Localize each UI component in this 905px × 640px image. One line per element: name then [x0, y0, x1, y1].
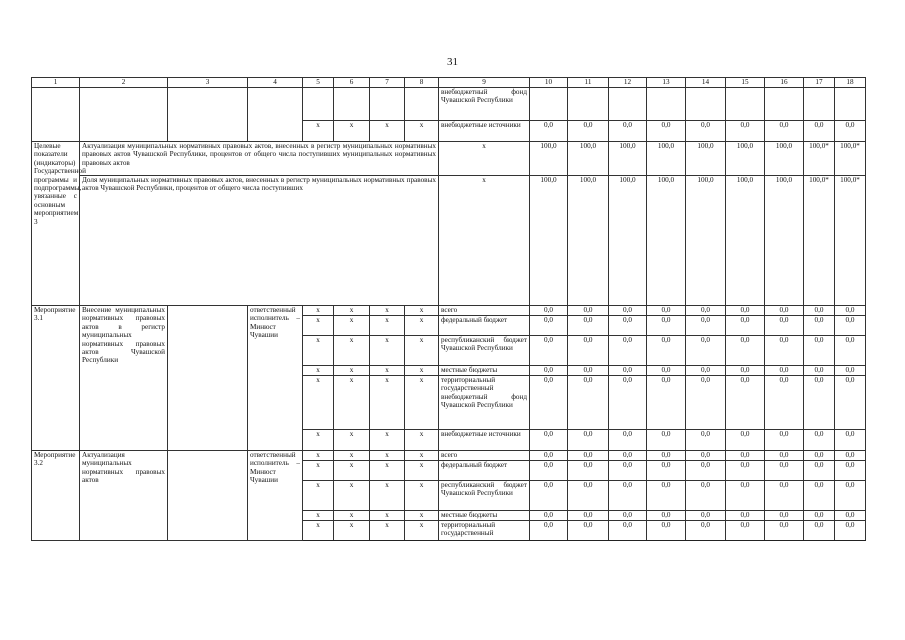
value-cell: 0,0	[530, 316, 568, 336]
col-header: 12	[609, 78, 647, 88]
indicator-1: Актуализация муниципальных нормативных правовых актов, внесенных в регистр муниципальных нормативных правовых актов Чувашской Республики, процентов от общего числа поступивших муниципальных нормативных правовых актов	[80, 142, 439, 176]
value-cell: 0,0	[804, 521, 835, 541]
value-cell: 0,0	[726, 521, 765, 541]
mark-cell: x	[334, 451, 370, 461]
value-cell: 100,0	[530, 142, 568, 176]
value-cell: 0,0	[609, 306, 647, 316]
value-cell: 0,0	[609, 451, 647, 461]
value-cell: 0,0	[726, 121, 765, 142]
col-header: 1	[32, 78, 80, 88]
value-cell: 0,0	[726, 376, 765, 430]
value-cell: 0,0	[530, 481, 568, 511]
value-cell: 0,0	[568, 430, 609, 451]
mark-cell: x	[405, 336, 439, 366]
value-cell: 0,0	[647, 481, 686, 511]
table-row	[32, 88, 866, 121]
value-cell: 0,0	[835, 336, 866, 366]
col-header: 6	[334, 78, 370, 88]
value-cell: 0,0	[568, 366, 609, 376]
mark-cell: x	[405, 461, 439, 481]
source-cell: местные бюджеты	[439, 366, 530, 376]
mark-cell: x	[370, 316, 405, 336]
mark-cell: x	[370, 306, 405, 316]
value-cell: 0,0	[530, 451, 568, 461]
value-cell: 0,0	[530, 376, 568, 430]
mark-cell: x	[334, 376, 370, 430]
targets-label: Целевые показатели (индикаторы) Государственной программы и подпрограммы, увязанные с основным мероприятием 3	[32, 142, 80, 306]
table-row	[32, 176, 866, 306]
value-cell: 0,0	[568, 121, 609, 142]
col-header: 4	[248, 78, 303, 88]
col-header: 17	[804, 78, 835, 88]
mark-cell: x	[334, 306, 370, 316]
value-cell: 100,0*	[804, 176, 835, 306]
value-cell: 100,0	[647, 142, 686, 176]
source-cell: внебюджетные источники	[439, 430, 530, 451]
cell	[647, 88, 686, 121]
mark-cell: x	[334, 461, 370, 481]
col-header: 18	[835, 78, 866, 88]
mark-cell: x	[370, 366, 405, 376]
value-cell: 0,0	[686, 521, 726, 541]
col-header: 14	[686, 78, 726, 88]
cell	[168, 88, 248, 142]
value-cell: 100,0	[686, 176, 726, 306]
cell	[609, 88, 647, 121]
value-cell: 0,0	[530, 461, 568, 481]
value-cell: 0,0	[609, 366, 647, 376]
cell	[835, 88, 866, 121]
value-cell: 0,0	[568, 306, 609, 316]
cell	[370, 88, 405, 121]
value-cell: 0,0	[835, 366, 866, 376]
value-cell: 0,0	[568, 451, 609, 461]
value-cell: 0,0	[686, 461, 726, 481]
value-cell: 0,0	[726, 481, 765, 511]
col-header: 13	[647, 78, 686, 88]
value-cell: 0,0	[835, 521, 866, 541]
indicator-2: Доля муниципальных нормативных правовых актов, внесенных в регистр муниципальных нормативных правовых актов Чувашской Республики, процентов от общего числа поступивших	[80, 176, 439, 306]
value-cell: 0,0	[804, 481, 835, 511]
page-number: 31	[447, 56, 458, 68]
value-cell: 0,0	[765, 521, 804, 541]
value-cell: 0,0	[726, 430, 765, 451]
value-cell: 0,0	[647, 521, 686, 541]
value-cell: 100,0	[647, 176, 686, 306]
value-cell: 0,0	[804, 316, 835, 336]
mark-cell: x	[405, 430, 439, 451]
mark-cell: x	[370, 521, 405, 541]
mark-cell: x	[303, 376, 334, 430]
value-cell: 0,0	[609, 521, 647, 541]
value-cell: 0,0	[804, 336, 835, 366]
mark-cell: x	[405, 316, 439, 336]
source-cell: внебюджетный фонд Чувашской Республики	[439, 88, 530, 121]
cell	[168, 451, 248, 541]
value-cell: 0,0	[609, 430, 647, 451]
source-cell: территориальный государственный внебюджетный фонд Чувашской Республики	[439, 376, 530, 430]
value-cell: 0,0	[686, 511, 726, 521]
value-cell: 0,0	[765, 451, 804, 461]
mark-cell: x	[405, 366, 439, 376]
value-cell: 0,0	[835, 376, 866, 430]
value-cell: 100,0	[726, 176, 765, 306]
value-cell: 0,0	[609, 376, 647, 430]
table-header	[32, 78, 866, 88]
col-header: 9	[439, 78, 530, 88]
value-cell: 0,0	[765, 376, 804, 430]
mark-cell: x	[303, 481, 334, 511]
mark-cell: x	[405, 481, 439, 511]
col-header: 15	[726, 78, 765, 88]
value-cell: 100,0	[686, 142, 726, 176]
value-cell: 0,0	[530, 511, 568, 521]
value-cell: 0,0	[568, 511, 609, 521]
cell	[686, 88, 726, 121]
value-cell: 0,0	[609, 511, 647, 521]
value-cell: 0,0	[647, 461, 686, 481]
value-cell: 100,0	[530, 176, 568, 306]
cell	[248, 88, 303, 142]
value-cell: 0,0	[647, 306, 686, 316]
value-cell: 0,0	[686, 306, 726, 316]
source-cell: федеральный бюджет	[439, 461, 530, 481]
value-cell: 0,0	[765, 316, 804, 336]
value-cell: 0,0	[804, 121, 835, 142]
value-cell: 0,0	[765, 121, 804, 142]
mark-cell: x	[370, 481, 405, 511]
value-cell: 100,0	[568, 142, 609, 176]
value-cell: 0,0	[726, 451, 765, 461]
mark-cell: x	[303, 336, 334, 366]
value-cell: 100,0	[765, 142, 804, 176]
cell	[303, 88, 334, 121]
value-cell: 0,0	[804, 376, 835, 430]
value-cell: 0,0	[609, 481, 647, 511]
mark-cell: x	[334, 481, 370, 511]
event-3-1-label: Мероприятие 3.1	[32, 306, 80, 451]
mark-cell: x	[303, 306, 334, 316]
col-header: 8	[405, 78, 439, 88]
source-cell: республиканский бюджет Чувашской Республики	[439, 336, 530, 366]
value-cell: 0,0	[609, 316, 647, 336]
value-cell: 0,0	[686, 481, 726, 511]
mark-cell: x	[334, 511, 370, 521]
value-cell: 0,0	[804, 306, 835, 316]
cell	[804, 88, 835, 121]
value-cell: 0,0	[647, 121, 686, 142]
value-cell: 0,0	[835, 511, 866, 521]
mark-cell: x	[370, 336, 405, 366]
value-cell: 0,0	[568, 481, 609, 511]
value-cell: 0,0	[686, 430, 726, 451]
value-cell: 0,0	[647, 376, 686, 430]
col-header: 7	[370, 78, 405, 88]
value-cell: 0,0	[726, 316, 765, 336]
value-cell: 0,0	[765, 461, 804, 481]
source-cell: территориальный государственный	[439, 521, 530, 541]
mark-cell: x	[303, 121, 334, 142]
value-cell: 0,0	[726, 511, 765, 521]
value-cell: 0,0	[568, 376, 609, 430]
value-cell: 0,0	[835, 121, 866, 142]
value-cell: 0,0	[835, 461, 866, 481]
mark-cell: x	[370, 461, 405, 481]
mark-cell: x	[334, 316, 370, 336]
event-3-2-responsible: ответственный исполнитель – Минюст Чувашии	[248, 451, 303, 541]
value-cell: 0,0	[765, 336, 804, 366]
value-cell: 0,0	[647, 451, 686, 461]
value-cell: 0,0	[530, 121, 568, 142]
cell	[568, 88, 609, 121]
mark-cell: x	[303, 521, 334, 541]
mark-cell: x	[303, 461, 334, 481]
table-row	[32, 451, 866, 461]
mark-cell: x	[303, 451, 334, 461]
mark-cell: x	[334, 121, 370, 142]
mark-cell: x	[370, 511, 405, 521]
event-3-1-responsible: ответственный исполнитель – Минюст Чувашии	[248, 306, 303, 451]
cell	[726, 88, 765, 121]
value-cell: 0,0	[765, 481, 804, 511]
source-cell: всего	[439, 306, 530, 316]
col-header: 2	[80, 78, 168, 88]
value-cell: 100,0	[609, 142, 647, 176]
table-row	[32, 142, 866, 176]
value-cell: 0,0	[686, 316, 726, 336]
value-cell: 0,0	[726, 366, 765, 376]
value-cell: 0,0	[568, 316, 609, 336]
value-cell: 0,0	[609, 461, 647, 481]
mark-cell: x	[303, 316, 334, 336]
mark-cell: x	[370, 430, 405, 451]
cell	[334, 88, 370, 121]
source-cell: всего	[439, 451, 530, 461]
value-cell: 0,0	[726, 336, 765, 366]
value-cell: 0,0	[609, 336, 647, 366]
mark-cell: x	[334, 366, 370, 376]
value-cell: 0,0	[726, 461, 765, 481]
mark-cell: x	[334, 336, 370, 366]
cell	[405, 88, 439, 121]
value-cell: 0,0	[686, 366, 726, 376]
value-cell: 0,0	[647, 511, 686, 521]
value-cell: 0,0	[568, 461, 609, 481]
mark-cell: x	[405, 306, 439, 316]
mark-cell: x	[405, 376, 439, 430]
value-cell: 0,0	[647, 366, 686, 376]
value-cell: 0,0	[765, 430, 804, 451]
value-cell: 0,0	[804, 366, 835, 376]
col-header: 11	[568, 78, 609, 88]
value-cell: 0,0	[530, 366, 568, 376]
mark-cell: x	[334, 521, 370, 541]
value-cell: 0,0	[568, 521, 609, 541]
source-cell: федеральный бюджет	[439, 316, 530, 336]
cell	[32, 88, 80, 142]
cell	[80, 88, 168, 142]
budget-table	[31, 77, 866, 541]
cell	[168, 306, 248, 451]
mark-cell: x	[303, 366, 334, 376]
value-cell: 0,0	[804, 451, 835, 461]
col-header: 10	[530, 78, 568, 88]
budget-table-wrapper	[31, 77, 865, 541]
value-cell: 0,0	[530, 336, 568, 366]
mark-cell: x	[303, 430, 334, 451]
event-3-1-title: Внесение муниципальных нормативных правовых актов в регистр муниципальных нормативных правовых актов Чувашской Республики	[80, 306, 168, 451]
value-cell: 0,0	[609, 121, 647, 142]
source-cell: внебюджетные источники	[439, 121, 530, 142]
event-3-2-label: Мероприятие 3.2	[32, 451, 80, 541]
value-cell: 0,0	[647, 336, 686, 366]
value-cell: 0,0	[726, 306, 765, 316]
table-body	[32, 88, 866, 541]
cell	[765, 88, 804, 121]
value-cell: 0,0	[804, 511, 835, 521]
mark-cell: x	[439, 142, 530, 176]
mark-cell: x	[405, 511, 439, 521]
value-cell: 100,0	[568, 176, 609, 306]
value-cell: 0,0	[686, 451, 726, 461]
source-cell: местные бюджеты	[439, 511, 530, 521]
value-cell: 0,0	[686, 336, 726, 366]
source-cell: республиканский бюджет Чувашской Республики	[439, 481, 530, 511]
value-cell: 0,0	[530, 306, 568, 316]
value-cell: 0,0	[804, 430, 835, 451]
value-cell: 0,0	[765, 511, 804, 521]
value-cell: 0,0	[647, 430, 686, 451]
mark-cell: x	[439, 176, 530, 306]
value-cell: 100,0	[726, 142, 765, 176]
value-cell: 0,0	[835, 481, 866, 511]
value-cell: 0,0	[568, 336, 609, 366]
table-row	[32, 306, 866, 316]
value-cell: 100,0*	[835, 176, 866, 306]
value-cell: 0,0	[765, 366, 804, 376]
value-cell: 0,0	[647, 316, 686, 336]
event-3-2-title: Актуализация муниципальных нормативных правовых актов	[80, 451, 168, 541]
mark-cell: x	[370, 451, 405, 461]
cell	[530, 88, 568, 121]
mark-cell: x	[405, 521, 439, 541]
value-cell: 0,0	[835, 430, 866, 451]
mark-cell: x	[370, 376, 405, 430]
mark-cell: x	[370, 121, 405, 142]
value-cell: 100,0*	[804, 142, 835, 176]
value-cell: 100,0	[609, 176, 647, 306]
mark-cell: x	[405, 451, 439, 461]
col-header: 16	[765, 78, 804, 88]
mark-cell: x	[303, 511, 334, 521]
value-cell: 100,0	[765, 176, 804, 306]
col-header: 5	[303, 78, 334, 88]
value-cell: 0,0	[835, 451, 866, 461]
mark-cell: x	[405, 121, 439, 142]
mark-cell: x	[334, 430, 370, 451]
value-cell: 0,0	[530, 521, 568, 541]
value-cell: 0,0	[686, 121, 726, 142]
value-cell: 0,0	[686, 376, 726, 430]
value-cell: 100,0*	[835, 142, 866, 176]
value-cell: 0,0	[530, 430, 568, 451]
value-cell: 0,0	[804, 461, 835, 481]
col-header: 3	[168, 78, 248, 88]
value-cell: 0,0	[835, 306, 866, 316]
header-row	[32, 78, 866, 88]
value-cell: 0,0	[765, 306, 804, 316]
value-cell: 0,0	[835, 316, 866, 336]
